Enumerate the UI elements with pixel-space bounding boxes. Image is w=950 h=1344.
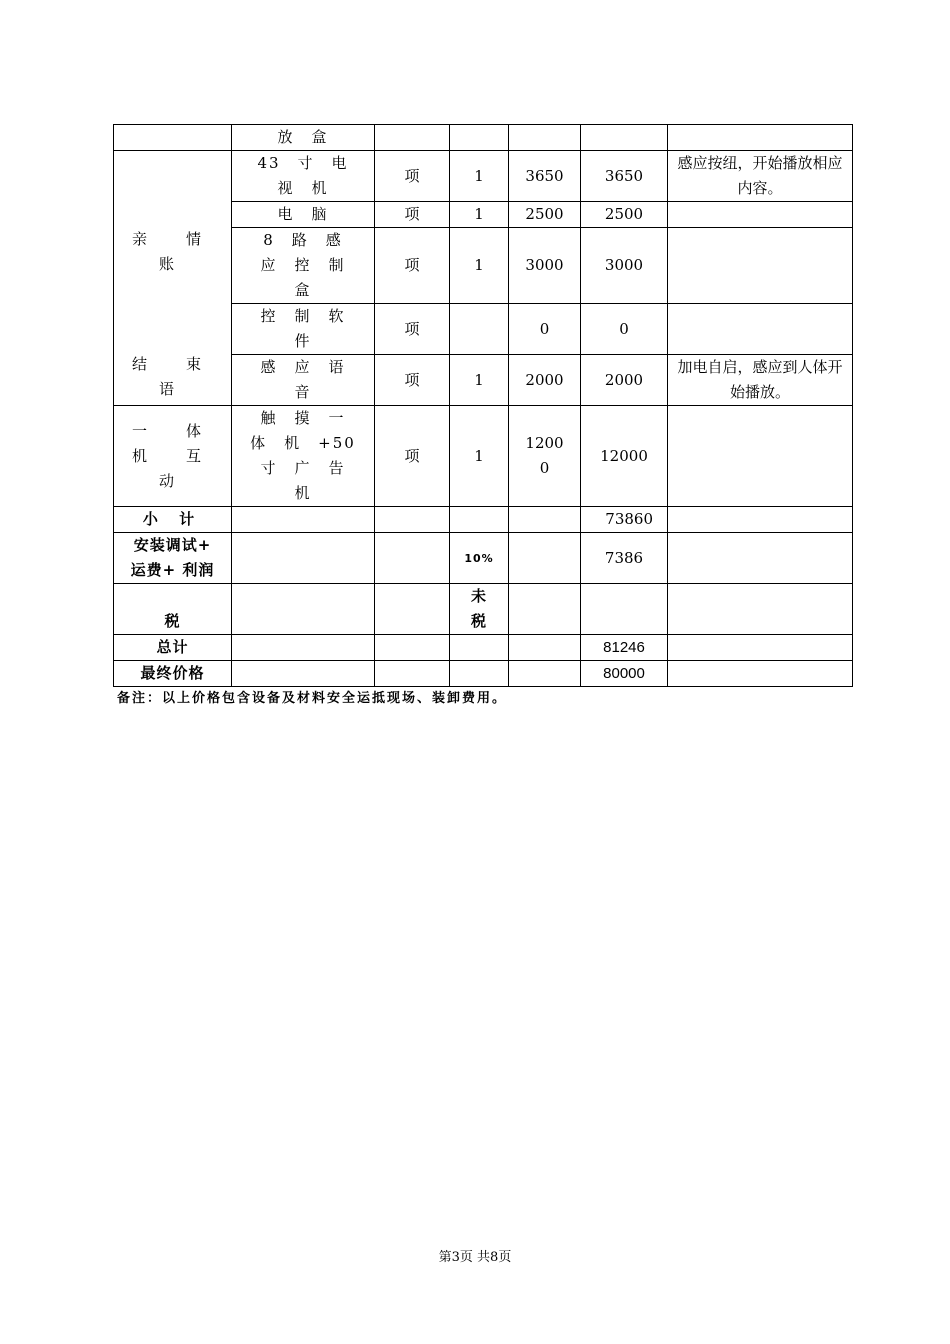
item-name: 触 摸 一 体 机 +50 寸 广 告 机 — [232, 406, 375, 507]
group-cell — [114, 125, 232, 151]
install-label: 安装调试+ 运费+ 利润 — [114, 533, 232, 584]
qty: 1 — [450, 202, 509, 228]
group-label-end: 结 束 语 — [131, 355, 213, 398]
table-row — [114, 151, 853, 202]
price: 3650 — [509, 151, 581, 202]
qty: 1 — [450, 406, 509, 507]
note — [668, 228, 853, 304]
total: 0 — [581, 304, 668, 355]
item-name: 感 应 语 音 — [232, 355, 375, 406]
unit: 项 — [375, 355, 450, 406]
tax-label: 税 — [114, 584, 232, 635]
unit: 项 — [375, 406, 450, 507]
unit: 项 — [375, 304, 450, 355]
group-label-qingqing: 亲 情 账 — [131, 230, 213, 273]
install-rate: 10% — [450, 533, 509, 584]
note: 加电自启，感应到人体开始播放。 — [668, 355, 853, 406]
item-name: 控 制 软 件 — [232, 304, 375, 355]
tax-row — [114, 584, 853, 635]
note — [668, 304, 853, 355]
group-cell — [114, 151, 232, 406]
subtotal-row — [114, 507, 853, 533]
note — [668, 202, 853, 228]
total: 2000 — [581, 355, 668, 406]
subtotal-value: 73860 — [581, 507, 668, 533]
item-name: 8 路 感 应 控 制 盒 — [232, 228, 375, 304]
total: 12000 — [581, 406, 668, 507]
qty — [450, 304, 509, 355]
total: 3650 — [581, 151, 668, 202]
quote-table — [113, 124, 853, 687]
qty: 1 — [450, 228, 509, 304]
install-row — [114, 533, 853, 584]
subtotal-label: 小 计 — [114, 507, 232, 533]
total-label: 总计 — [114, 635, 232, 661]
item-name: 电 脑 — [232, 202, 375, 228]
final-row — [114, 661, 853, 687]
table-row — [114, 406, 853, 507]
unit: 项 — [375, 151, 450, 202]
page-footer: 第3页 共8页 — [438, 1250, 512, 1265]
final-label: 最终价格 — [114, 661, 232, 687]
total-value: 81246 — [581, 635, 668, 661]
group-label-yiti: 一 体 机 互 动 — [114, 406, 232, 507]
qty: 1 — [450, 151, 509, 202]
item-name: 放 盒 — [232, 125, 375, 151]
install-value: 7386 — [581, 533, 668, 584]
note — [668, 406, 853, 507]
price: 0 — [509, 304, 581, 355]
total: 3000 — [581, 228, 668, 304]
unit: 项 — [375, 202, 450, 228]
item-name: 43 寸 电 视 机 — [232, 151, 375, 202]
price: 1200 0 — [509, 406, 581, 507]
total-row — [114, 635, 853, 661]
qty: 1 — [450, 355, 509, 406]
tax-note: 未 税 — [450, 584, 509, 635]
total: 2500 — [581, 202, 668, 228]
table-row — [114, 125, 853, 151]
unit: 项 — [375, 228, 450, 304]
price: 2000 — [509, 355, 581, 406]
remark-note: 备注：以上价格包含设备及材料安全运抵现场、装卸费用。 — [117, 691, 508, 706]
note: 感应按纽，开始播放相应内容。 — [668, 151, 853, 202]
price: 3000 — [509, 228, 581, 304]
final-value: 80000 — [581, 661, 668, 687]
price: 2500 — [509, 202, 581, 228]
